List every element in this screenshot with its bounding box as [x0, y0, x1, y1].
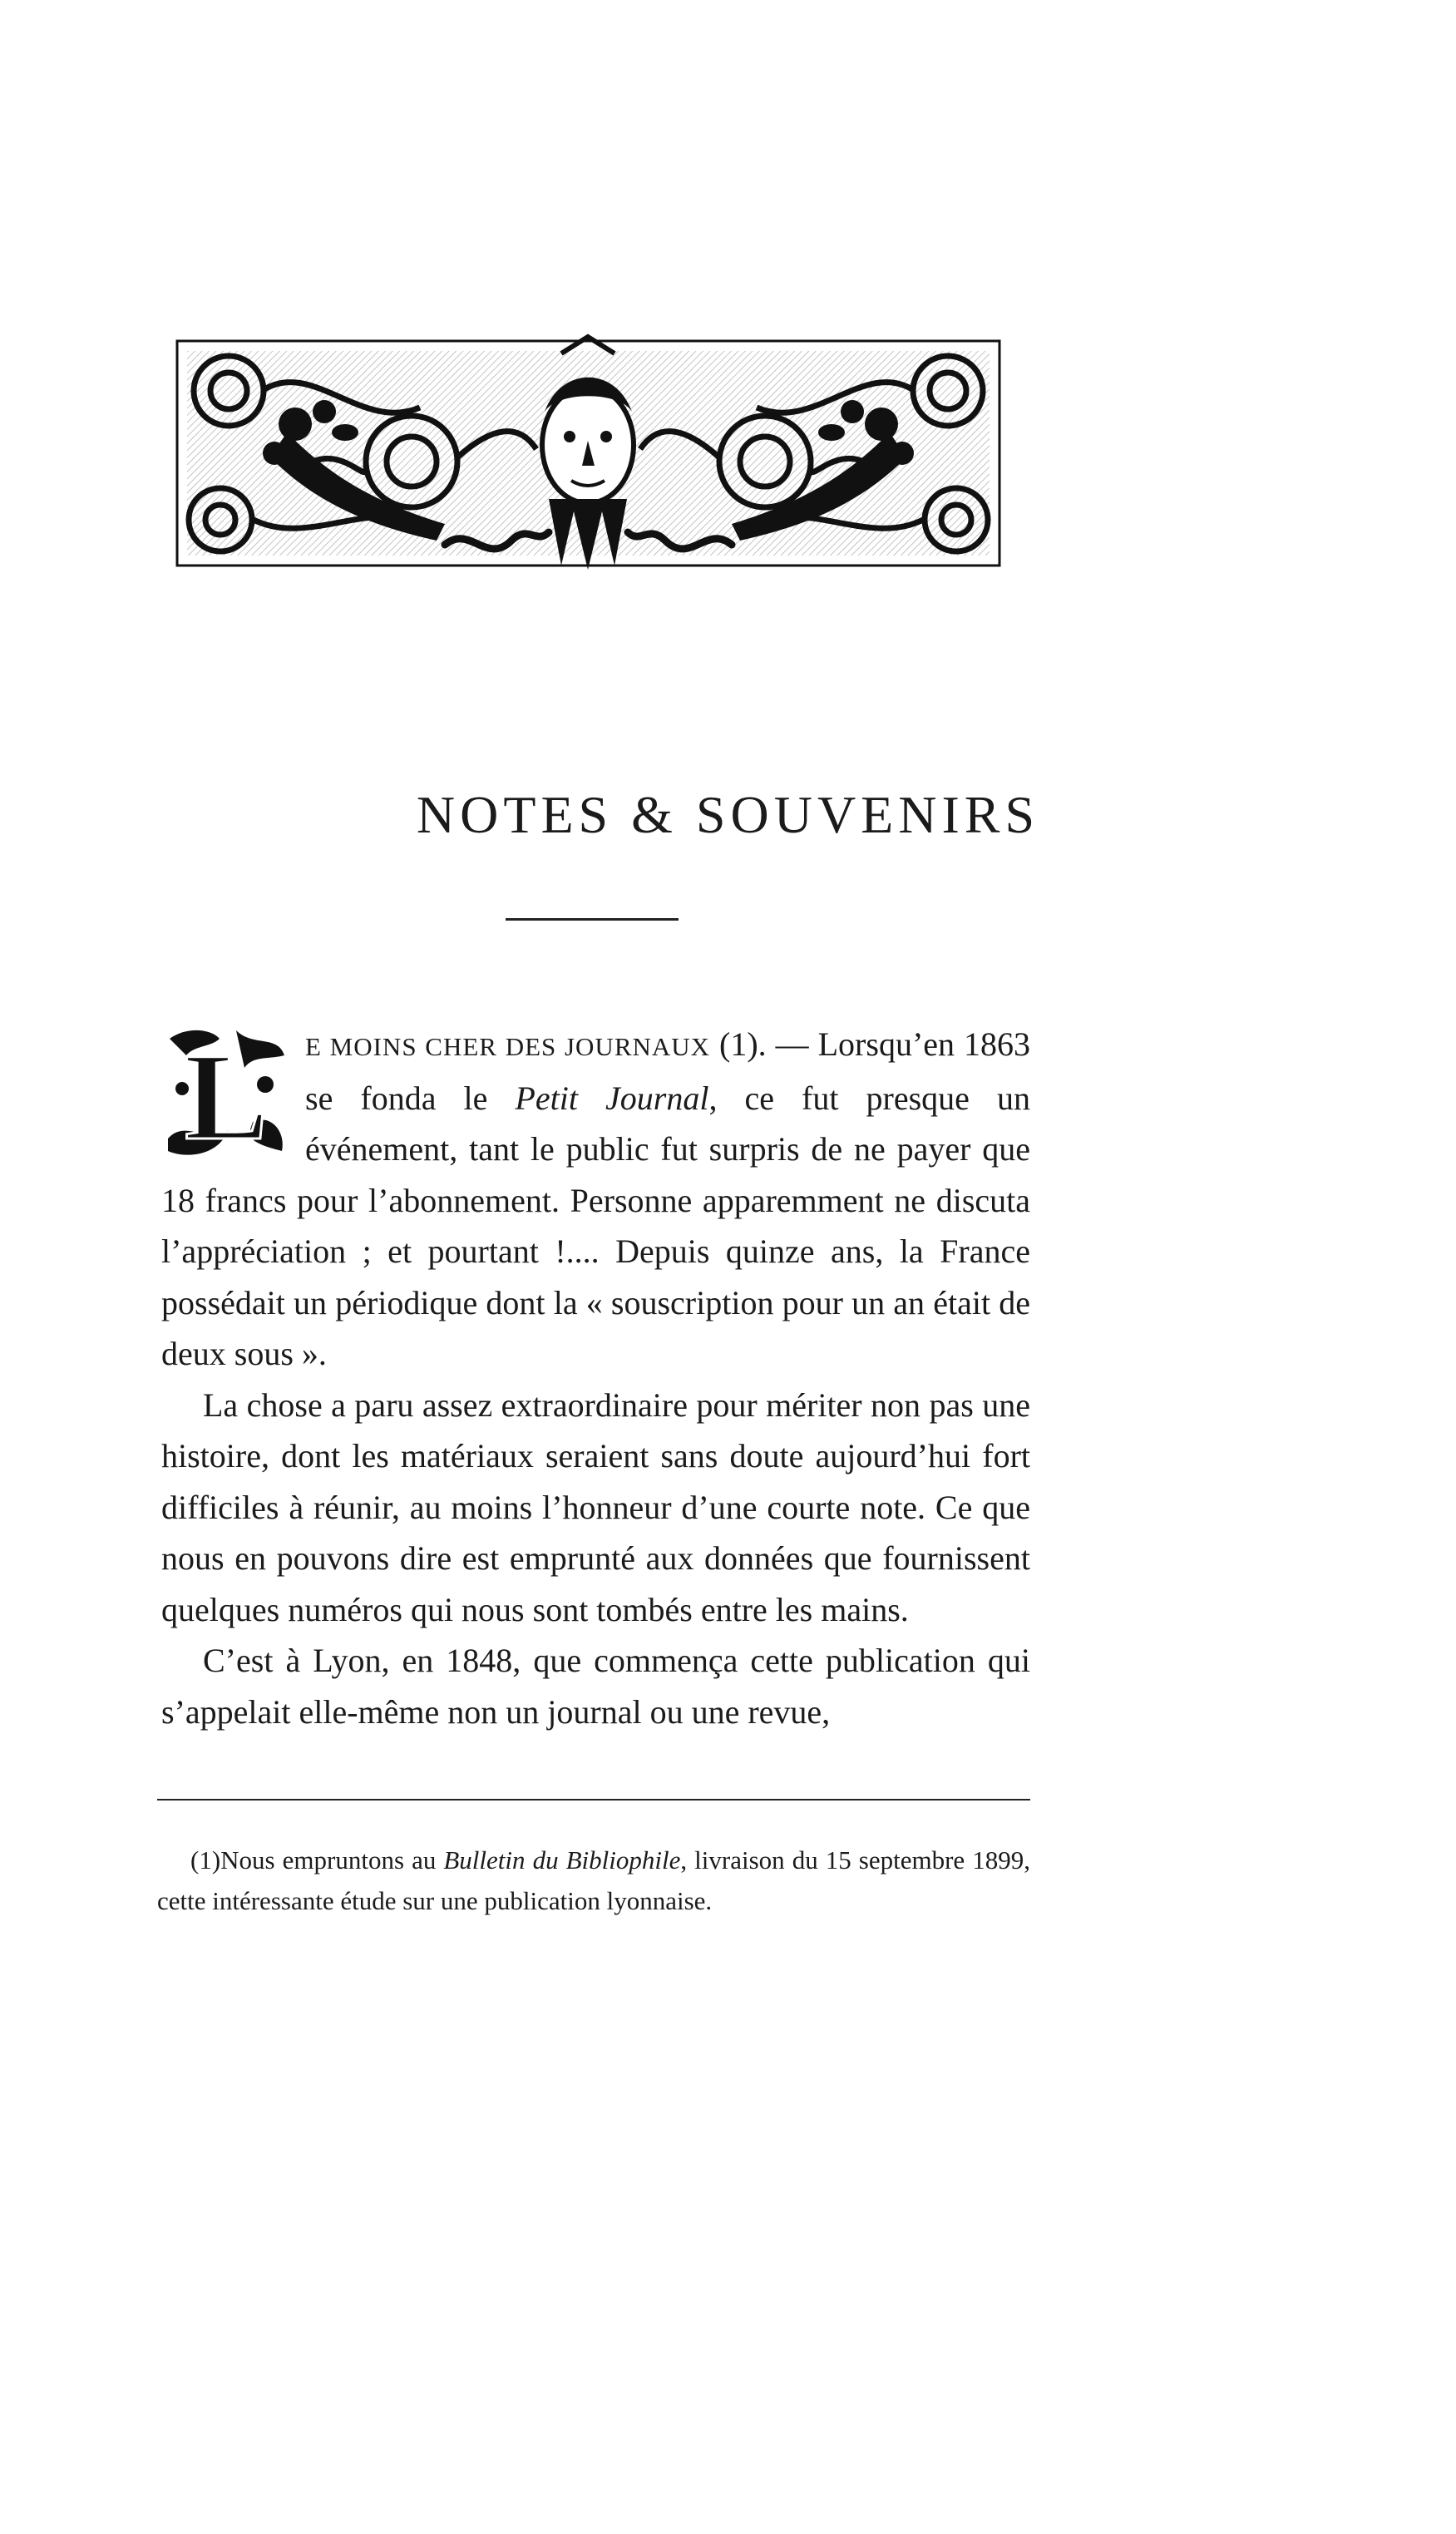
footnote-text	[157, 1840, 1030, 1921]
paragraph-3: C’est à Lyon, en 1848, que commença cette publication qui s’appelait elle-même non un journal ou une revue,	[161, 1642, 1030, 1731]
paragraph-1	[161, 1019, 1030, 1380]
footnote-text-b: , livraison du 15 septembre 1899, cette intéressante étude sur une publication lyonnaise.	[157, 1845, 1030, 1915]
page-title	[0, 782, 1456, 848]
newspaper-title: Petit Journal	[515, 1079, 709, 1117]
footnote	[157, 1840, 1030, 1921]
drop-cap-initial	[161, 1022, 290, 1159]
opening-smallcaps: E MOINS CHER DES JOURNAUX	[305, 1032, 711, 1061]
footnote-marker: (1)	[190, 1845, 221, 1875]
headpiece-illustration	[170, 333, 1006, 578]
ornamental-headpiece	[170, 333, 1006, 578]
footnote-text-a: Nous empruntons au	[220, 1845, 444, 1875]
footnote-ref: (1).	[710, 1025, 767, 1063]
paragraph-1-text-b: , ce fut presque un événement, tant le public fut surpris de ne payer que 18 francs pour l’abonnement. Personne apparemment ne discuta l’appréciation ; et pourtant !.... Depuis quinze ans, la France possédait un périodique dont la « souscription pour un an était de deux sous ».	[161, 1079, 1030, 1372]
bulletin-title: Bulletin du Bibliophile	[443, 1845, 681, 1875]
body-text	[161, 1019, 1030, 1737]
paragraph-1-text-a: — Lorsqu’en 1863 se fonda le	[305, 1025, 1030, 1117]
drop-cap-letter: L	[184, 1028, 269, 1159]
title-word-souvenirs: SOUVENIRS	[695, 785, 1040, 844]
title-ampersand: &	[631, 785, 678, 844]
title-divider	[506, 918, 679, 921]
drop-cap-ornament	[161, 1022, 290, 1159]
footnote-divider	[157, 1799, 1030, 1800]
paragraph-2: La chose a paru assez extraordinaire pour mériter non pas une histoire, dont les matériaux seraient sans doute aujourd’hui fort difficiles à réunir, au moins l’honneur d’une courte note. Ce que nous en pouvons dire est emprunté aux données que fournissent quelques numéros qui nous sont tombés entre les mains.	[161, 1386, 1030, 1628]
title-word-notes: NOTES	[416, 785, 614, 844]
